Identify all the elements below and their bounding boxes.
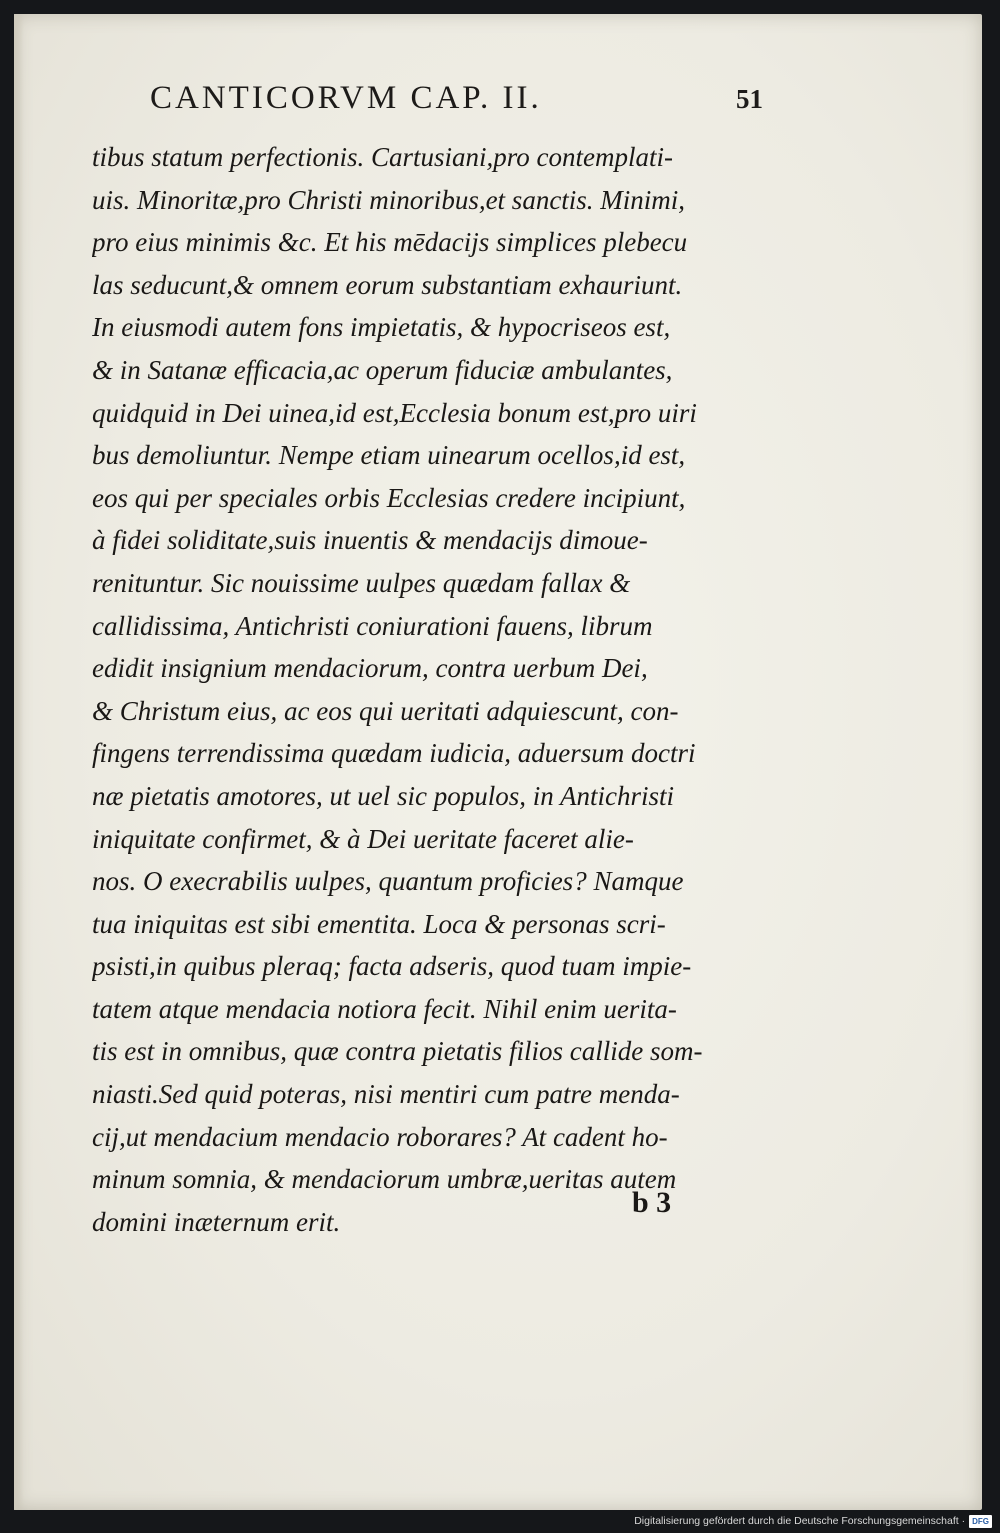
text-line: fingens terrendissima quædam iudicia, aduersum doctri: [92, 738, 696, 769]
text-line: pro eius minimis &c. Et his mēdacijs simplices plebecu: [92, 227, 688, 258]
text-line: à fidei soliditate,suis inuentis & mendacijs dimoue-: [92, 525, 648, 556]
text-line: cij,ut mendacium mendacio roborares? At cadent ho-: [92, 1121, 668, 1152]
text-line: domini inæternum erit.: [92, 1206, 341, 1237]
text-line: callidissima, Antichristi coniurationi fauens, librum: [92, 610, 653, 641]
text-line: bus demoliuntur. Nempe etiam uinearum ocellos,id est,: [92, 440, 686, 471]
text-line: uis. Minoritæ,pro Christi minoribus,et sanctis. Minimi,: [92, 184, 686, 215]
text-line: tis est in omnibus, quæ contra pietatis filios callide som-: [92, 1036, 703, 1067]
text-line: psisti,in quibus pleraq; facta adseris, quod tuam impie-: [92, 951, 692, 982]
text-line: næ pietatis amotores, ut uel sic populos, in Antichristi: [92, 780, 675, 811]
page-gutter-shadow: [14, 14, 24, 1510]
text-line: nos. O execrabilis uulpes, quantum proficies? Namque: [92, 866, 684, 897]
book-page: [14, 14, 982, 1510]
signature-mark: b 3: [632, 1186, 672, 1219]
running-head: CANTICORVM CAP. II.: [150, 80, 542, 116]
dfg-logo-icon: DFG: [969, 1515, 992, 1528]
text-line: eos qui per speciales orbis Ecclesias credere incipiunt,: [92, 482, 686, 513]
body-text: [92, 136, 792, 1243]
text-line: tatem atque mendacia notiora fecit. Nihil enim uerita-: [92, 993, 677, 1024]
text-line: In eiusmodi autem fons impietatis, & hypocriseos est,: [92, 312, 671, 343]
text-line: minum somnia, & mendaciorum umbræ,ueritas autem: [92, 1164, 677, 1195]
text-line: niasti.Sed quid poteras, nisi mentiri cum patre menda-: [92, 1079, 680, 1110]
text-line: & Christum eius, ac eos qui ueritati adquiescunt, con-: [92, 695, 679, 726]
text-line: tibus statum perfectionis. Cartusiani,pro contemplati-: [92, 142, 673, 172]
page-number: 51: [736, 84, 763, 114]
text-line: & in Satanæ efficacia,ac operum fiduciæ ambulantes,: [92, 354, 673, 385]
text-line: quidquid in Dei uinea,id est,Ecclesia bonum est,pro uiri: [92, 397, 697, 428]
text-line: edidit insignium mendaciorum, contra uerbum Dei,: [92, 653, 648, 684]
text-line: tua iniquitas est sibi ementita. Loca & personas scri-: [92, 908, 666, 939]
digitization-footer: [634, 1513, 992, 1529]
footer-credit: Digitalisierung gefördert durch die Deutsche Forschungsgemeinschaft ·: [634, 1515, 966, 1527]
text-line: iniquitate confirmet, & à Dei ueritate faceret alie-: [92, 823, 634, 854]
text-line: renituntur. Sic nouissime uulpes quædam fallax &: [92, 567, 631, 598]
text-line: las seducunt,& omnem eorum substantiam exhauriunt.: [92, 269, 683, 300]
